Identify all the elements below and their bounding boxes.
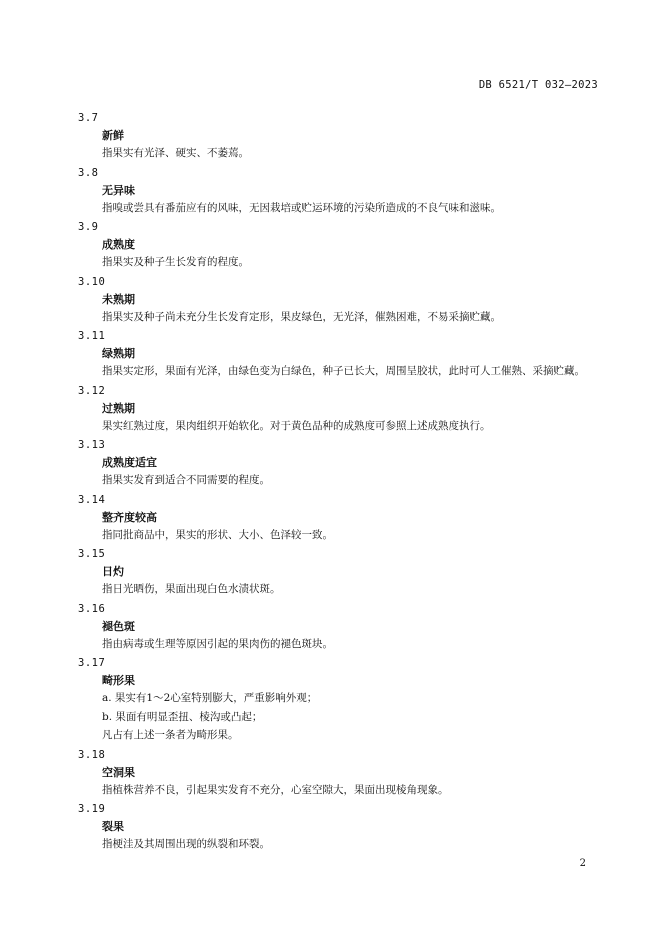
clause-number: 3.14 <box>78 493 106 506</box>
term-title: 日灼 <box>102 565 124 578</box>
term-definition: 凡占有上述一条者为畸形果。 <box>102 729 239 741</box>
term-entry <box>78 382 604 437</box>
clause-number: 3.11 <box>78 330 106 342</box>
term-definition: 指果实有光泽、硬实、不萎蔫。 <box>102 147 249 159</box>
clause-number: 3.19 <box>78 803 106 815</box>
term-title: 整齐度较高 <box>102 510 157 524</box>
term-entry <box>78 600 604 655</box>
term-definition: 果实红熟过度，果肉组织开始软化。对于黄色品种的成熟度可参照上述成熟度执行。 <box>102 419 491 432</box>
term-entry <box>78 545 604 600</box>
term-entry <box>78 800 604 855</box>
term-title: 未熟期 <box>102 292 135 306</box>
term-title: 无异味 <box>102 183 135 197</box>
clause-number: 3.17 <box>78 657 106 669</box>
term-definition: 指梗洼及其周围出现的纵裂和环裂。 <box>102 838 270 850</box>
terms-definitions-section <box>78 109 604 855</box>
term-definition: 指植株营养不良，引起果实发育不充分，心室空隙大，果面出现棱角现象。 <box>102 783 449 796</box>
term-title: 裂果 <box>102 820 124 833</box>
clause-number: 3.18 <box>78 748 106 761</box>
term-definition: 指同批商品中，果实的形状、大小、色泽较一致。 <box>102 528 333 541</box>
term-title: 褪色斑 <box>102 619 135 633</box>
document-code-header: DB 6521/T 032—2023 <box>478 79 598 91</box>
term-entry <box>78 273 604 328</box>
clause-number: 3.10 <box>78 275 106 288</box>
clause-number: 3.8 <box>78 166 99 179</box>
clause-number: 3.12 <box>78 384 106 397</box>
term-definition: 指果实及种子尚未充分生长发育定形，果皮绿色，无光泽，催熟困难，不易采摘贮藏。 <box>102 310 501 323</box>
term-definition: 指果实发育到适合不同需要的程度。 <box>102 474 270 486</box>
clause-number: 3.16 <box>78 602 106 615</box>
term-entry <box>78 746 604 801</box>
term-entry <box>78 164 604 219</box>
term-definition: 指日光晒伤，果面出现白色水渍状斑。 <box>102 583 281 595</box>
term-definition: 指果实及种子生长发育的程度。 <box>102 256 249 268</box>
term-entry <box>78 218 604 273</box>
clause-number: 3.7 <box>78 112 99 124</box>
term-entry <box>78 654 604 746</box>
term-entry <box>78 491 604 546</box>
term-entry <box>78 436 604 491</box>
term-entry <box>78 327 604 382</box>
term-title: 过熟期 <box>102 401 135 415</box>
term-title: 绿熟期 <box>102 347 135 360</box>
term-title: 成熟度 <box>102 238 135 251</box>
term-definition: 指果实定形，果面有光泽，由绿色变为白绿色，种子已长大，周围呈胶状，此时可人工催熟、采摘贮藏。 <box>102 365 585 377</box>
term-definition: 指嗅或尝具有番茄应有的风味，无因栽培或贮运环境的污染所造成的不良气味和滋味。 <box>102 201 501 214</box>
term-title: 成熟度适宜 <box>102 456 157 469</box>
clause-number: 3.15 <box>78 548 106 560</box>
term-entry <box>78 109 604 164</box>
list-item: a. 果实有1～2心室特别膨大，严重影响外观； <box>102 692 318 704</box>
list-item: b. 果面有明显歪扭、棱沟或凸起； <box>102 710 263 723</box>
term-title: 空洞果 <box>102 765 135 779</box>
term-title: 新鲜 <box>102 129 124 142</box>
term-definition: 指由病毒或生理等原因引起的果肉伤的褪色斑块。 <box>102 637 333 650</box>
term-title: 畸形果 <box>102 674 135 687</box>
page-number: 2 <box>579 858 586 869</box>
clause-number: 3.13 <box>78 439 106 451</box>
clause-number: 3.9 <box>78 221 99 233</box>
